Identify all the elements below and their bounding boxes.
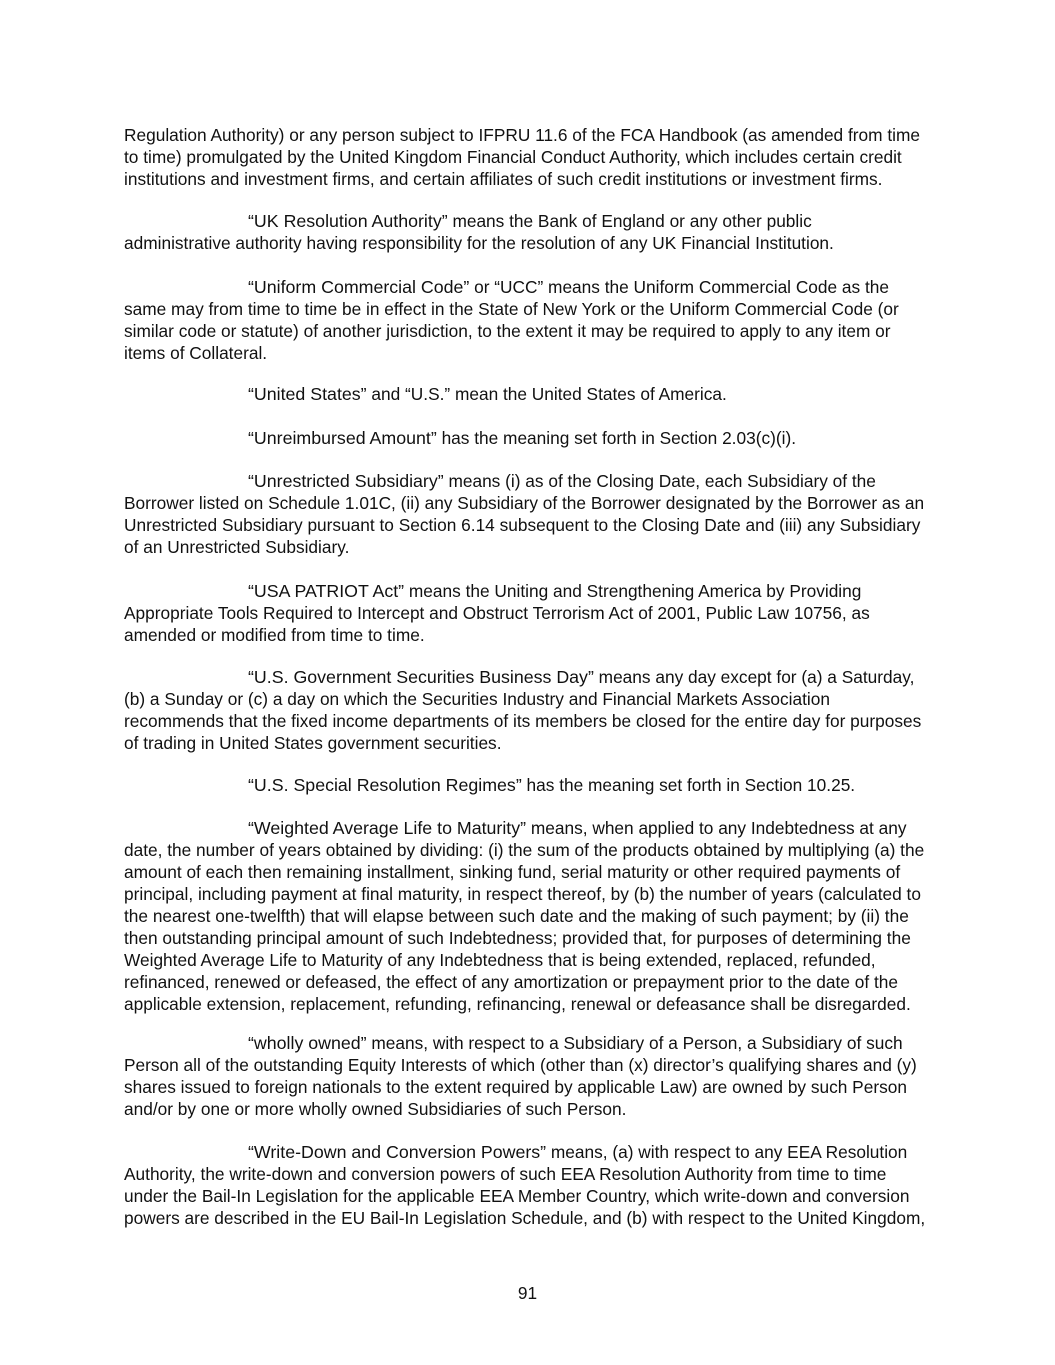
definition-unreimbursed-amount <box>124 427 964 449</box>
text-line <box>124 774 964 796</box>
text-line: then outstanding principal amount of such Indebtedness; provided that, for purposes of determining the <box>124 928 911 948</box>
definition-text: has the meaning set forth in Section 2.03(c)(i). <box>436 428 797 448</box>
text-line: Person all of the outstanding Equity Interests of which (other than (x) director’s qualifying shares and (y) <box>124 1055 917 1075</box>
defined-term: “Write-Down and Conversion Powers” <box>248 1142 547 1162</box>
text-line <box>124 427 964 449</box>
text-line <box>124 470 964 492</box>
text-line <box>124 276 964 298</box>
defined-term: “United States” <box>248 384 367 404</box>
text-line <box>124 666 964 688</box>
defined-term: “Weighted Average Life to Maturity” <box>248 818 527 838</box>
defined-term: “USA PATRIOT Act” <box>248 581 405 601</box>
text-line: refinanced, renewed or defeased, the effect of any amortization or prepayment prior to the date of the <box>124 972 898 992</box>
text-line: administrative authority having responsibility for the resolution of any UK Financial Institution. <box>124 233 834 253</box>
definition-text: and “U.S.” mean the United States of America. <box>366 384 727 404</box>
text-line <box>124 1141 964 1163</box>
text-line <box>124 210 964 232</box>
text-line: similar code or statute) of another jurisdiction, to the extent it may be required to apply to any item or <box>124 321 891 341</box>
text-line <box>124 580 964 602</box>
definition-wholly-owned <box>124 1032 964 1120</box>
text-line: shares issued to foreign nationals to the extent required by applicable Law) are owned by such Person <box>124 1077 907 1097</box>
text-line: amount of each then remaining installment, sinking fund, serial maturity or other required payments of <box>124 862 901 882</box>
definition-text: or “UCC” means the Uniform Commercial Code as the <box>469 277 890 297</box>
definition-uniform-commercial-code <box>124 276 964 364</box>
definition-text: means any day except for (a) a Saturday, <box>593 667 915 687</box>
text-line: principal, including payment at final maturity, in respect thereof, by (b) the number of years (calculated to <box>124 884 921 904</box>
text-line <box>124 1032 964 1054</box>
text-line: Weighted Average Life to Maturity of any Indebtedness that is being extended, replaced, refunded, <box>124 950 876 970</box>
defined-term: “Unreimbursed Amount” <box>248 428 437 448</box>
definition-text: means, with respect to a Subsidiary of a Person, a Subsidiary of such <box>366 1033 903 1053</box>
text-line: amended or modified from time to time. <box>124 625 425 645</box>
text-line: Unrestricted Subsidiary pursuant to Section 6.14 subsequent to the Closing Date and (iii) any Subsidiary <box>124 515 921 535</box>
text-line: same may from time to time be in effect in the State of New York or the Uniform Commercial Code (or <box>124 299 899 319</box>
text-line: powers are described in the EU Bail-In Legislation Schedule, and (b) with respect to the United Kingdom, <box>124 1208 926 1228</box>
definition-united-states <box>124 383 964 405</box>
definition-text: has the meaning set forth in Section 10.25. <box>521 775 856 795</box>
text-line: Authority, the write-down and conversion powers of such EEA Resolution Authority from time to time <box>124 1164 887 1184</box>
text-line: of an Unrestricted Subsidiary. <box>124 537 350 557</box>
text-line: (b) a Sunday or (c) a day on which the Securities Industry and Financial Markets Association <box>124 689 830 709</box>
text-line: the nearest one-twelfth) that will elapse between such date and the making of such payment; by (ii) the <box>124 906 909 926</box>
definition-text: means, (a) with respect to any EEA Resolution <box>546 1142 908 1162</box>
definition-weighted-average-life-to-maturity <box>124 817 964 1015</box>
text-line <box>124 383 964 405</box>
definition-usa-patriot-act <box>124 580 964 646</box>
text-line <box>124 817 964 839</box>
definition-write-down-and-conversion-powers <box>124 1141 964 1229</box>
continuation-paragraph <box>124 124 964 190</box>
defined-term: “U.S. Special Resolution Regimes” <box>248 775 522 795</box>
text-line: Regulation Authority) or any person subject to IFPRU 11.6 of the FCA Handbook (as amended from time <box>124 125 920 145</box>
definition-text: means, when applied to any Indebtedness at any <box>526 818 907 838</box>
text-line: institutions and investment firms, and certain affiliates of such credit institutions or investment firms. <box>124 169 883 189</box>
defined-term: “Uniform Commercial Code” <box>248 277 470 297</box>
definition-text: means (i) as of the Closing Date, each Subsidiary of the <box>443 471 876 491</box>
defined-term: “wholly owned” <box>248 1033 367 1053</box>
defined-term: “U.S. Government Securities Business Day” <box>248 667 594 687</box>
text-line: of trading in United States government securities. <box>124 733 502 753</box>
text-line: Borrower listed on Schedule 1.01C, (ii) any Subsidiary of the Borrower designated by the Borrower as an <box>124 493 925 513</box>
defined-term: “UK Resolution Authority” <box>248 211 448 231</box>
text-line: recommends that the fixed income departments of its members be closed for the entire day for purposes <box>124 711 922 731</box>
definition-us-special-resolution-regimes <box>124 774 964 796</box>
definition-us-government-securities-business-day <box>124 666 964 754</box>
text-line: date, the number of years obtained by dividing: (i) the sum of the products obtained by multiplying (a) the <box>124 840 925 860</box>
text-line: applicable extension, replacement, refunding, refinancing, renewal or defeasance shall be disregarded. <box>124 994 911 1014</box>
definition-uk-resolution-authority <box>124 210 964 254</box>
text-line: Appropriate Tools Required to Intercept and Obstruct Terrorism Act of 2001, Public Law 10756, as <box>124 603 870 623</box>
text-line: under the Bail-In Legislation for the applicable EEA Member Country, which write-down and conversion <box>124 1186 910 1206</box>
text-line: to time) promulgated by the United Kingdom Financial Conduct Authority, which includes certain credit <box>124 147 902 167</box>
text-line: and/or by one or more wholly owned Subsidiaries of such Person. <box>124 1099 627 1119</box>
defined-term: “Unrestricted Subsidiary” <box>248 471 444 491</box>
definition-text: means the Bank of England or any other public <box>447 211 812 231</box>
page-number: 91 <box>517 1283 538 1303</box>
definition-unrestricted-subsidiary <box>124 470 964 558</box>
definition-text: means the Uniting and Strengthening America by Providing <box>404 581 862 601</box>
text-line: items of Collateral. <box>124 343 268 363</box>
